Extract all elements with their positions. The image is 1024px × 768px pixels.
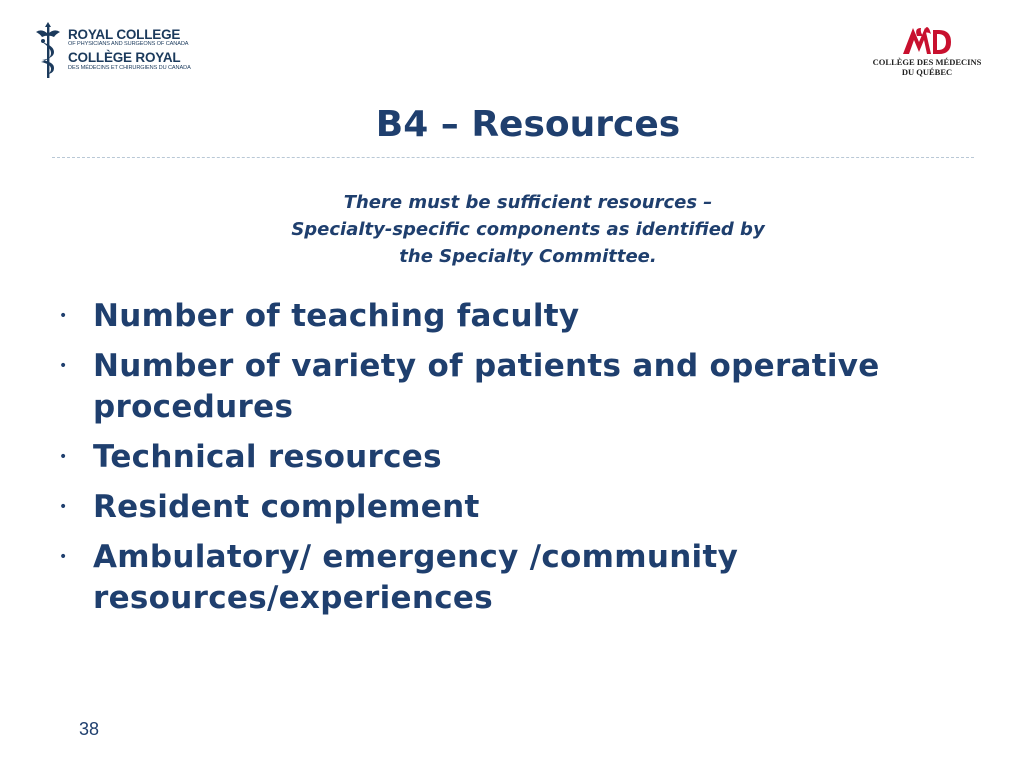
subtitle-line: the Specialty Committee.: [399, 246, 657, 267]
page-number: 38: [79, 719, 100, 739]
bullet-marker: •: [59, 308, 68, 324]
bullet-item: [56, 437, 976, 478]
fleur-de-lis-md-icon: [901, 20, 953, 56]
bullet-item: [56, 537, 976, 619]
logo-line-college-royal: COLLÈGE ROYAL: [68, 50, 181, 65]
bullet-text: Technical resources: [93, 439, 442, 475]
caduceus-icon: [34, 22, 62, 80]
slide-title: B4 – Resources: [375, 104, 681, 145]
bullet-item: [56, 487, 976, 528]
bullet-text: Number of teaching faculty: [93, 298, 580, 334]
subtitle-line: Specialty-specific components as identified by: [291, 219, 765, 240]
bullet-item: [56, 296, 976, 337]
slide-subtitle: [0, 189, 1024, 270]
cmq-logo: [866, 20, 988, 78]
bullet-marker: •: [59, 549, 68, 565]
bullet-list: [56, 296, 976, 628]
bullet-item: [56, 346, 976, 428]
royal-college-logo: [34, 22, 191, 80]
subtitle-line: There must be sufficient resources –: [343, 192, 713, 213]
logo-line-english-sub: OF PHYSICIANS AND SURGEONS OF CANADA: [68, 41, 189, 48]
bullet-marker: •: [59, 358, 68, 374]
bullet-marker: •: [59, 499, 68, 515]
title-divider: [52, 157, 974, 158]
bullet-text: Number of variety of patients and operative procedures: [93, 348, 880, 425]
bullet-marker: •: [59, 449, 68, 465]
cmq-logo-line2: DU QUÉBEC: [901, 66, 953, 77]
logo-line-royal-college: ROYAL COLLEGE: [68, 26, 181, 42]
bullet-text: Resident complement: [93, 489, 480, 525]
bullet-text: Ambulatory/ emergency /community resources/experiences: [93, 539, 739, 616]
cmq-logo-line1: COLLÈGE DES MÉDECINS: [872, 57, 982, 67]
logo-line-french-sub: DES MÉDECINS ET CHIRURGIENS DU CANADA: [68, 64, 191, 71]
